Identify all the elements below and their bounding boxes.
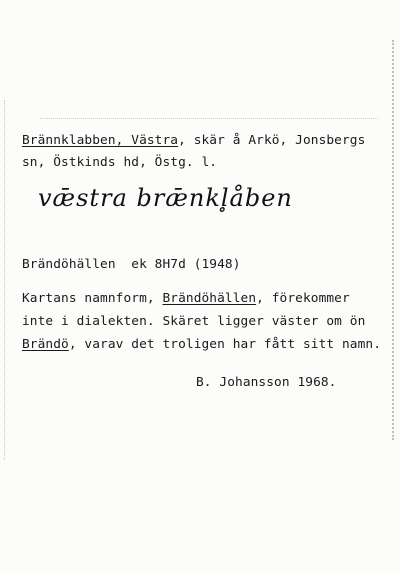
- map-entry: Brändöhällen ek 8H7d (1948): [22, 257, 241, 272]
- signature: B. Johansson 1968.: [196, 375, 337, 390]
- underlined-name: Brändöhällen: [162, 291, 257, 306]
- body-text: , varav det troligen har fått sitt namn.: [68, 337, 382, 352]
- pronunciation-handwritten: vǣstra brǣnkl̥åben: [38, 184, 293, 212]
- body-line-2: inte i dialekten. Skäret ligger väster om ön: [22, 314, 366, 329]
- underlined-name: Brändö: [22, 337, 69, 352]
- body-text: , förekommer: [256, 291, 350, 306]
- card-top-rule: [40, 118, 378, 119]
- heading-line: [22, 133, 365, 148]
- body-text: Kartans namnform,: [22, 291, 163, 306]
- body-line-3: [22, 337, 381, 352]
- place-name: Brännklabben, Västra: [22, 133, 179, 148]
- card-left-edge: [4, 100, 6, 460]
- parish-line: sn, Östkinds hd, Östg. l.: [22, 155, 218, 170]
- place-description: , skär å Arkö, Jonsbergs: [178, 133, 366, 148]
- body-line-1: [22, 291, 350, 306]
- card-right-edge: [390, 40, 394, 440]
